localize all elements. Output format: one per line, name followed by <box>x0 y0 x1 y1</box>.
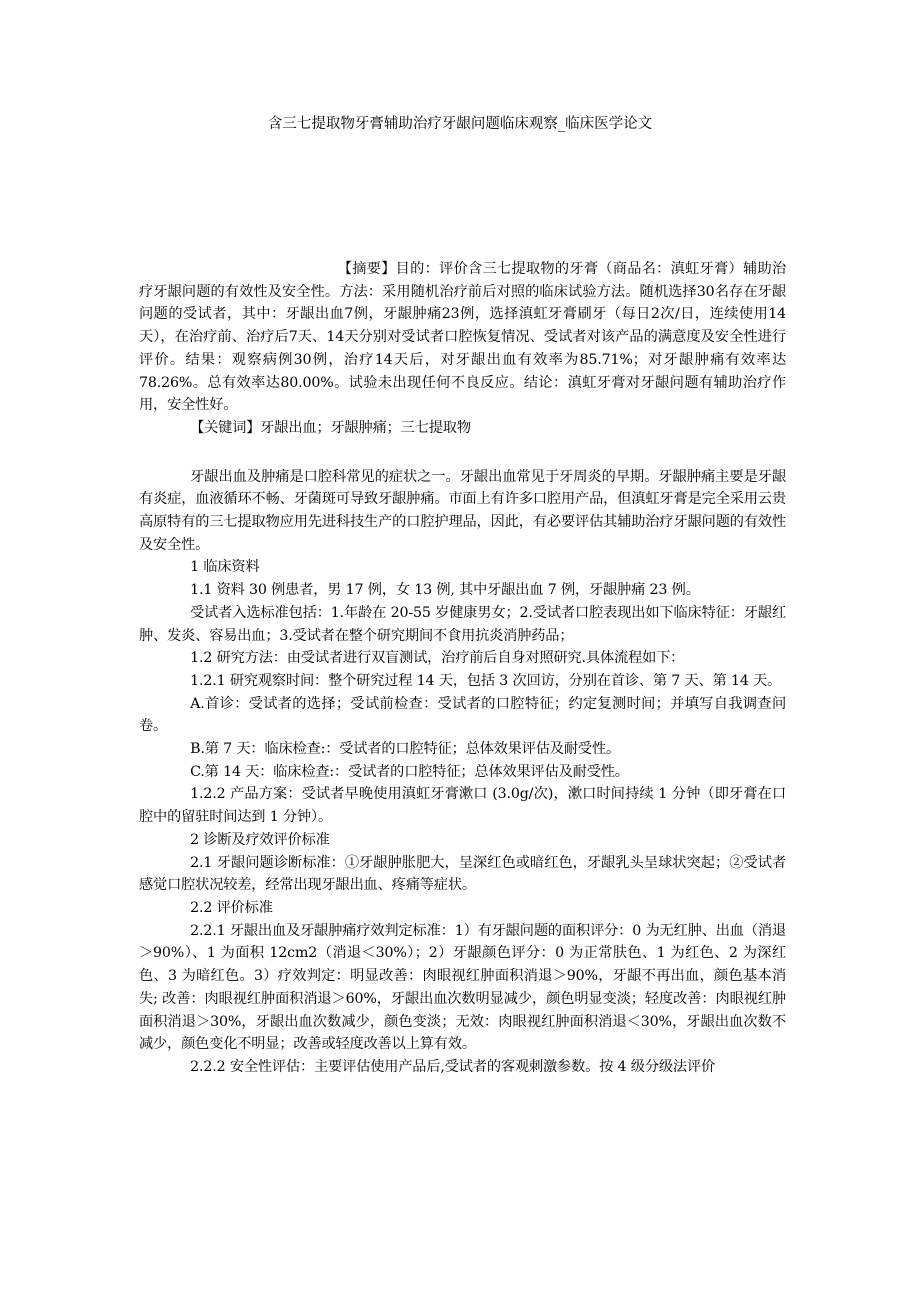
section-heading: 1 临床资料 <box>190 559 260 576</box>
body-paragraph: 1.2.2 产品方案：受试者早晚使用滇虹牙膏漱口 (3.0g/次)，漱口时间持续 1 分钟（即牙膏在口腔中的留驻时间达到 1 分钟）。 <box>139 786 786 826</box>
body-paragraph: B.第 7 天：临床检查:：受试者的口腔特征；总体效果评估及耐受性。 <box>190 741 621 758</box>
section-heading: 2 诊断及疗效评价标准 <box>190 831 330 848</box>
body-paragraph: 受试者入选标准包括：1.年龄在 20-55 岁健康男女；2.受试者口腔表现出如下临床特征：牙龈红肿、发炎、容易出血；3.受试者在整个研究期间不食用抗炎消肿药品； <box>139 604 786 644</box>
body-paragraph: 1.1 资料 30 例患者，男 17 例，女 13 例, 其中牙龈出血 7 例，牙龈肿痛 23 例。 <box>190 582 700 599</box>
page-title: 含三七提取物牙膏辅助治疗牙龈问题临床观察_临床医学论文 <box>267 116 653 132</box>
abstract-paragraph: 【摘要】目的：评价含三七提取物的牙膏（商品名：滇虹牙膏）辅助治疗牙龈问题的有效性及安全性。方法：采用随机治疗前后对照的临床试验方法。随机选择30名存在牙龈问题的受试者，其中：牙龈出血7例，牙龈肿痛23例，选择滇虹牙膏刷牙（每日2次/日，连续使用14天），在治疗前、治疗后7天、14天分别对受试者口腔恢复情况、受试者对该产品的满意度及安全性进行评价。结果：观察病例30例，治疗14天后，对牙龈出血有效率为85.71%；对牙龈肿痛有效率达78.26%。总有效率达80.00%。试验未出现任何不良反应。结论：滇虹牙膏对牙龈问题有辅助治疗作用，安全性好。 <box>139 261 786 414</box>
paragraph-spacer <box>139 440 786 466</box>
body-paragraph: A.首诊：受试者的选择；受试前检查：受试者的口腔特征；约定复测时间；并填写自我调查问卷。 <box>139 695 786 735</box>
keywords-line: 【关键词】牙龈出血；牙龈肿痛；三七提取物 <box>190 419 471 436</box>
body-paragraph: 1.2.1 研究观察时间：整个研究过程 14 天，包括 3 次回访，分别在首诊、第 7 天、第 14 天。 <box>190 672 782 689</box>
body-paragraph: C.第 14 天：临床检查:：受试者的口腔特征；总体效果评估及耐受性。 <box>190 763 629 780</box>
body-paragraph: 牙龈出血及肿痛是口腔科常见的症状之一。牙龈出血常见于牙周炎的早期。牙龈肿痛主要是牙龈有炎症，血液循环不畅、牙菌斑可导致牙龈肿痛。市面上有许多口腔用产品，但滇虹牙膏是完全采用云贵高原特有的三七提取物应用先进科技生产的口腔护理品，因此，有必要评估其辅助治疗牙龈问题的有效性及安全性。 <box>139 468 786 553</box>
body-paragraph: 2.1 牙龈问题诊断标准：①牙龈肿胀肥大，呈深红色或暗红色，牙龈乳头呈球状突起；②受试者感觉口腔状况较差，经常出现牙龈出血、疼痛等症状。 <box>139 854 786 894</box>
body-paragraph: 1.2 研究方法：由受试者进行双盲测试，治疗前后自身对照研究.具体流程如下： <box>190 650 685 667</box>
section-heading: 2.2 评价标准 <box>190 899 273 916</box>
body-paragraph: 2.2.2 安全性评估：主要评估使用产品后,受试者的客观刺激参数。按 4 级分级法评价 <box>190 1058 716 1075</box>
body-paragraph: 2.2.1 牙龈出血及牙龈肿痛疗效判定标准：1）有牙龈问题的面积评分：0 为无红肿、出血（消退＞90%）、1 为面积 12cm2（消退＜30%）；2）牙龈颜色评分：0 为正常肤色、1 为红色、2 为深红色、3 为暗红色。3）疗效判定：明显改善：肉眼视红肿面积消退＞90%，牙龈不再出血，颜色基本消失; 改善：肉眼视红肿面积消退＞60%，牙龈出血次数明显减少，颜色明显变淡；轻度改善：肉眼视红肿面积消退＞30%，牙龈出血次数减少，颜色变淡；无效：肉眼视红肿面积消退＜30%，牙龈出血次数不减少，颜色变化不明显；改善或轻度改善以上算有效。 <box>139 922 786 1053</box>
article-body <box>139 258 786 1079</box>
